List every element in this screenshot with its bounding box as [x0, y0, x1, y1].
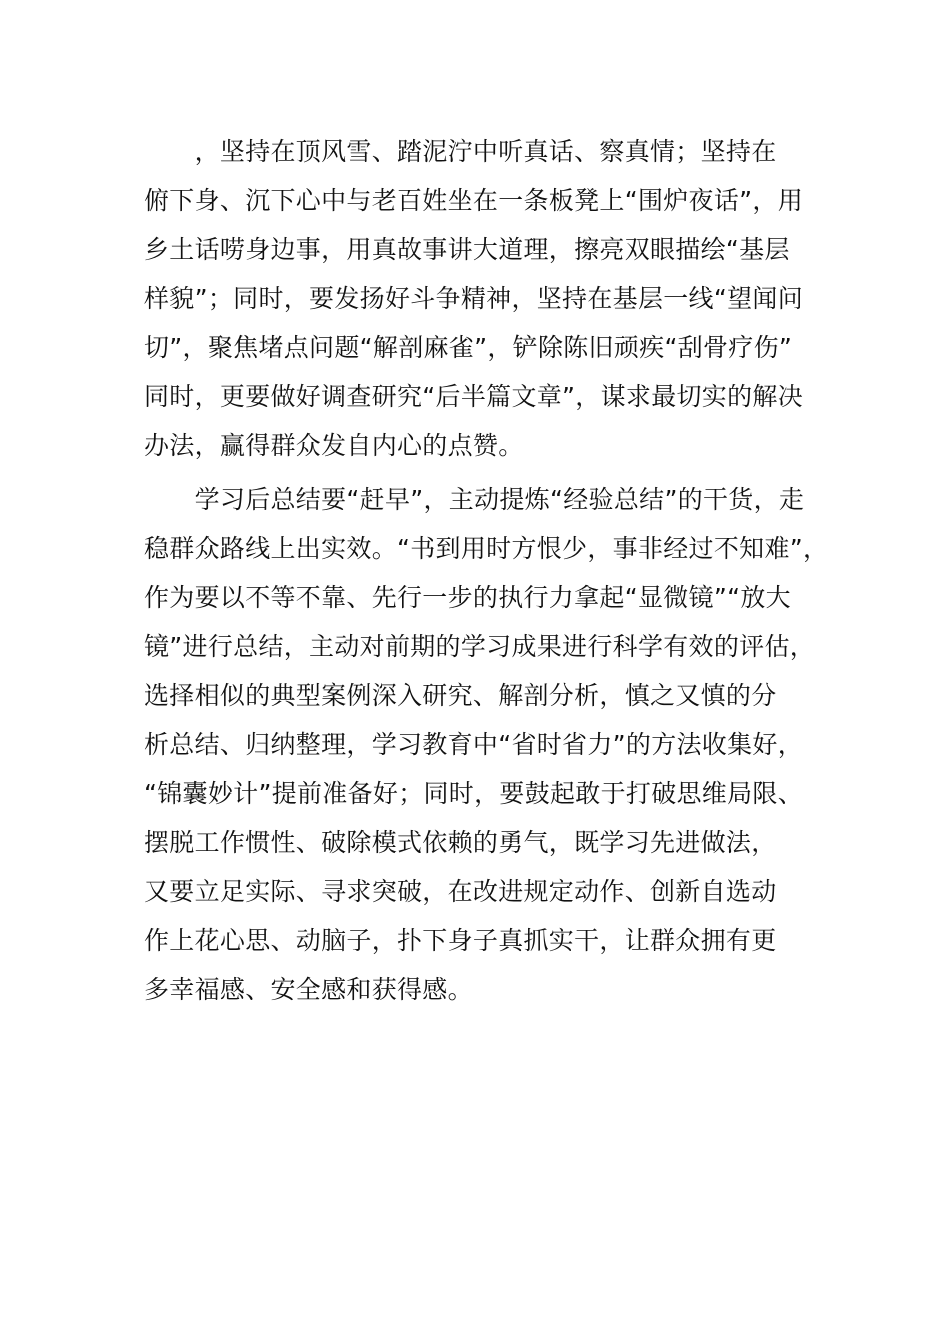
paragraph-2-line-4: 镜”进行总结，主动对前期的学习成果进行科学有效的评估，	[144, 632, 816, 661]
paragraph-2-line-8: 摆脱工作惯性、破除模式依赖的勇气，既学习先进做法，	[144, 828, 777, 857]
paragraph-2-line-3: 作为要以不等不靠、先行一步的执行力拿起“显微镜”“放大	[144, 583, 791, 612]
paragraph-2-line-9: 又要立足实际、寻求突破，在改进规定动作、创新自选动	[144, 877, 777, 906]
paragraph-2-line-6: 析总结、归纳整理，学习教育中“省时省力”的方法收集好，	[144, 730, 804, 759]
paragraph-1-line-2: 俯下身、沉下心中与老百姓坐在一条板凳上“围炉夜话”，用	[144, 186, 804, 215]
paragraph-1-line-7: 办法，赢得群众发自内心的点赞。	[144, 431, 524, 460]
paragraph-1-line-6: 同时，更要做好调查研究“后半篇文章”，谋求最切实的解决	[144, 382, 804, 411]
paragraph-2-line-11: 多幸福感、安全感和获得感。	[144, 975, 473, 1004]
paragraph-2-line-10: 作上花心思、动脑子，扑下身子真抓实干，让群众拥有更	[144, 926, 777, 955]
paragraph-2-line-5: 选择相似的典型案例深入研究、解剖分析，慎之又慎的分	[144, 681, 777, 710]
paragraph-2-line-2: 稳群众路线上出实效。“书到用时方恨少，事非经过不知难”，	[144, 534, 829, 563]
paragraph-2-line-7: “锦囊妙计”提前准备好；同时，要鼓起敢于打破思维局限、	[144, 779, 804, 808]
paragraph-1-line-4: 样貌”；同时，要发扬好斗争精神，坚持在基层一线“望闻问	[144, 284, 804, 313]
paragraph-1-line-3: 乡土话唠身边事，用真故事讲大道理，擦亮双眼描绘“基层	[144, 235, 790, 264]
paragraph-1-line-5: 切”，聚焦堵点问题“解剖麻雀”，铲除陈旧顽疾“刮骨疗伤”	[144, 333, 793, 362]
paragraph-1-line-1: ，坚持在顶风雪、踏泥泞中听真话、察真情；坚持在	[144, 137, 777, 166]
paragraph-2-line-1: 学习后总结要“赶早”，主动提炼“经验总结”的干货，走	[144, 485, 805, 514]
